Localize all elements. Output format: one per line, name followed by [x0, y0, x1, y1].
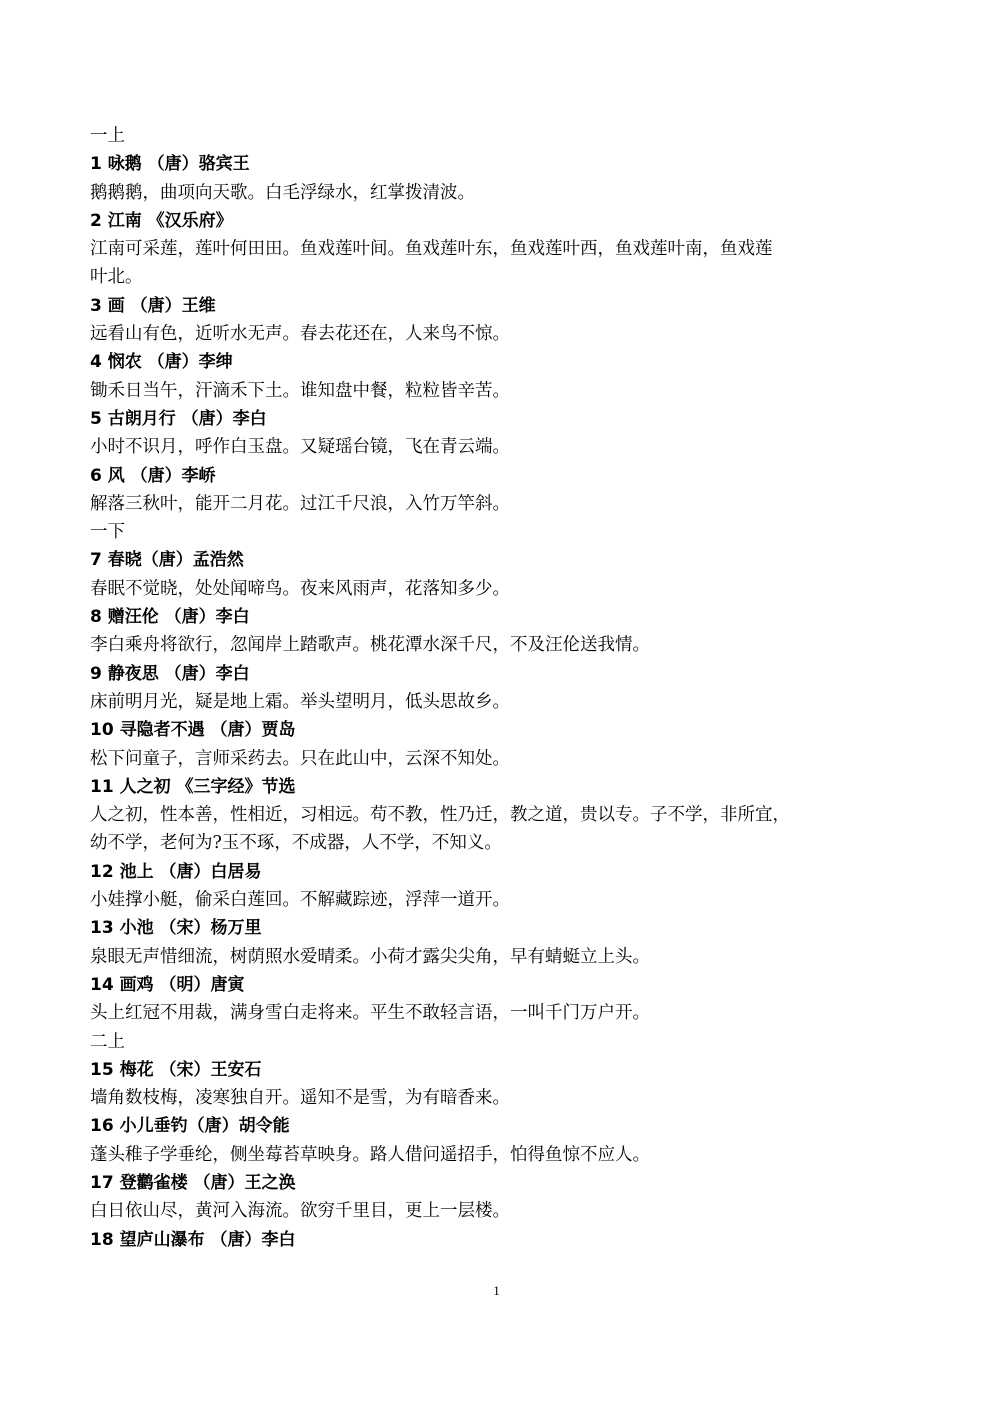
poem-title: 3 画 （唐）王维: [90, 295, 216, 316]
poem-text: 床前明月光，疑是地上霜。举头望明月，低头思故乡。: [90, 691, 510, 712]
poem-title: 5 古朗月行 （唐）李白: [90, 408, 267, 429]
poem-text: 蓬头稚子学垂纶，侧坐莓苔草映身。路人借问遥招手，怕得鱼惊不应人。: [90, 1144, 650, 1165]
poem-title: 14 画鸡 （明）唐寅: [90, 974, 245, 995]
poem-text: 白日依山尽，黄河入海流。欲穷千里目，更上一层楼。: [90, 1201, 510, 1222]
poem-title: 18 望庐山瀑布 （唐）李白: [90, 1229, 296, 1250]
poem-text: 春眠不觉晓，处处闻啼鸟。夜来风雨声，花落知多少。: [90, 578, 510, 599]
poem-title: 7 春晓（唐）孟浩然: [90, 550, 244, 571]
poem-title: 11 人之初 《三字经》节选: [90, 776, 296, 797]
poem-text: 江南可采莲，莲叶何田田。鱼戏莲叶间。鱼戏莲叶东，鱼戏莲叶西，鱼戏莲叶南，鱼戏莲: [90, 239, 773, 260]
poem-text: 解落三秋叶，能开二月花。过江千尺浪，入竹万竿斜。: [90, 493, 510, 514]
poem-text: 人之初，性本善，性相近，习相远。苟不教，性乃迁，教之道，贵以专。子不学，非所宜，: [90, 805, 790, 826]
poem-title: 9 静夜思 （唐）李白: [90, 663, 250, 684]
poem-text: 小时不识月，呼作白玉盘。又疑瑶台镜，飞在青云端。: [90, 437, 510, 458]
poem-text: 泉眼无声惜细流，树荫照水爱晴柔。小荷才露尖尖角，早有蜻蜓立上头。: [90, 946, 650, 967]
poem-title: 1 咏鹅 （唐）骆宾王: [90, 154, 250, 175]
poem-title: 4 悯农 （唐）李绅: [90, 352, 233, 373]
poem-text: 小娃撑小艇，偷采白莲回。不解藏踪迹，浮萍一道开。: [90, 890, 510, 911]
poem-text: 幼不学，老何为?玉不琢，不成器，人不学，不知义。: [90, 833, 502, 854]
poem-text: 头上红冠不用裁，满身雪白走将来。平生不敢轻言语，一叫千门万户开。: [90, 1003, 650, 1024]
poem-title: 10 寻隐者不遇 （唐）贾岛: [90, 720, 296, 741]
page-number: 1: [493, 1283, 500, 1298]
poem-title: 6 风 （唐）李峤: [90, 465, 216, 486]
document-body: [90, 122, 900, 1254]
poem-title: 8 赠汪伦 （唐）李白: [90, 607, 250, 628]
section-label: 一下: [90, 522, 125, 543]
poem-text: 叶北。: [90, 267, 143, 288]
poem-text: 锄禾日当午，汗滴禾下土。谁知盘中餐，粒粒皆辛苦。: [90, 380, 510, 401]
poem-text: 远看山有色，近听水无声。春去花还在，人来鸟不惊。: [90, 324, 510, 345]
poem-text: 鹅鹅鹅，曲项向天歌。白毛浮绿水，红掌拨清波。: [90, 182, 475, 203]
poem-title: 17 登鹳雀楼 （唐）王之涣: [90, 1172, 296, 1193]
poem-title: 12 池上 （唐）白居易: [90, 861, 262, 882]
poem-title: 15 梅花 （宋）王安石: [90, 1059, 262, 1080]
poem-title: 2 江南 《汉乐府》: [90, 210, 233, 231]
section-label: 一上: [90, 126, 125, 146]
poem-title: 16 小儿垂钓（唐）胡令能: [90, 1116, 290, 1137]
poem-title: 13 小池 （宋）杨万里: [90, 918, 262, 939]
poem-text: 李白乘舟将欲行，忽闻岸上踏歌声。桃花潭水深千尺，不及汪伦送我情。: [90, 635, 650, 656]
poem-text: 墙角数枝梅，凌寒独自开。遥知不是雪，为有暗香来。: [90, 1088, 510, 1109]
section-label: 二上: [90, 1031, 125, 1052]
poem-text: 松下问童子，言师采药去。只在此山中，云深不知处。: [90, 748, 510, 769]
